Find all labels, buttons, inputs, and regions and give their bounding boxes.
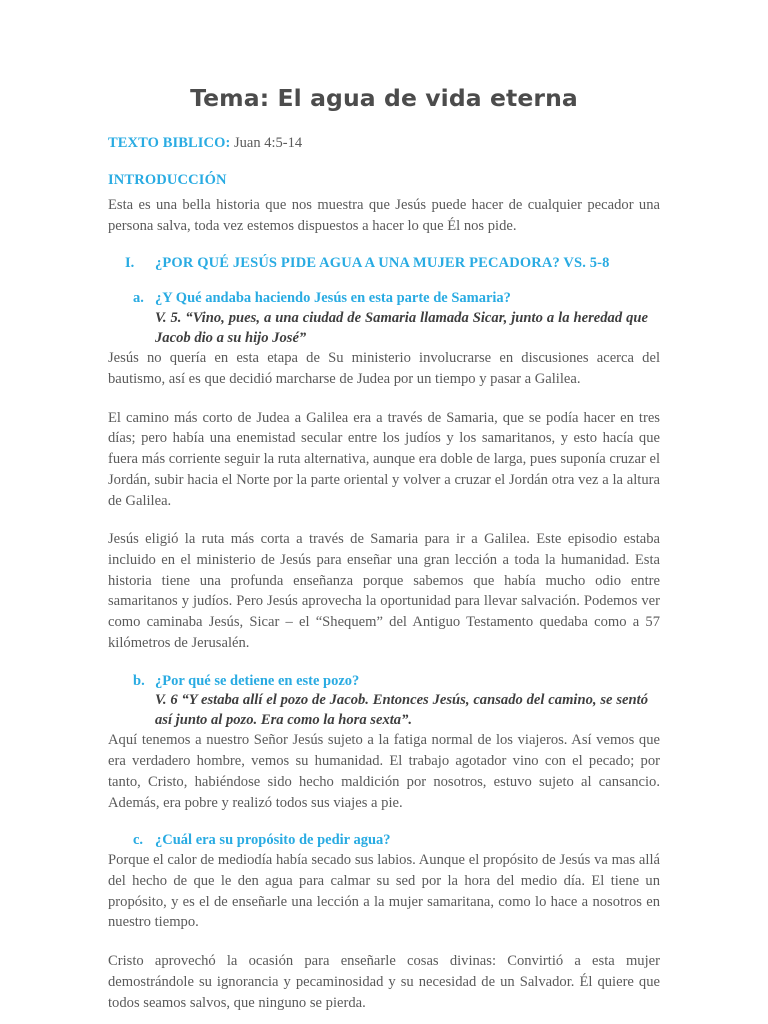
subsection-c-paragraph-1: Porque el calor de mediodía había secado sus labios. Aunque el propósito de Jesús va mas allá del hecho de que le den agua para calmar su sed por la hora del medio día. El tiene un propósito, y es el de enseñarle una lección a la mujer samaritana, como lo hace a nosotros en nuestro tiempo. xyxy=(108,852,660,931)
subsection-c-paragraph-2: Cristo aprovechó la ocasión para enseñarle cosas divinas: Convirtió a esta mujer demostrándole su ignorancia y pecaminosidad y su necesidad de un Salvador. Él quiere que todos seamos salvos, que ninguno se pierda. xyxy=(108,953,660,1011)
section-one-marker: I. xyxy=(125,255,135,272)
subsection-c-marker: c. xyxy=(133,832,144,849)
subsection-b-marker: b. xyxy=(133,672,145,689)
subsection-c-question: ¿Cuál era su propósito de pedir agua? xyxy=(155,832,391,849)
subsection-c xyxy=(108,831,660,850)
subsection-b xyxy=(108,672,660,731)
subsection-a-marker: a. xyxy=(133,290,144,307)
subsection-a-scripture: V. 5. “Vino, pues, a una ciudad de Samaria llamada Sicar, junto a la heredad que Jacob dio a su hijo José” xyxy=(155,310,648,346)
subsection-b-question: ¿Por qué se detiene en este pozo? xyxy=(155,672,360,689)
subsection-a-question: ¿Y Qué andaba haciendo Jesús en esta parte de Samaria? xyxy=(155,290,511,307)
subsection-c-content xyxy=(155,831,660,850)
section-one-heading-row xyxy=(108,254,660,273)
subsection-b-paragraph-1: Aquí tenemos a nuestro Señor Jesús sujeto a la fatiga normal de los viajeros. Así vemos que era verdadero hombre, vemos su humanidad. El trabajo agotador vino con el pecado; por tanto, Cristo, habiéndose sido hecho maldición por nosotros, estuvo sujeto al cansancio. Además, era pobre y realizó todos sus viajes a pie. xyxy=(108,732,660,811)
subsection-b-content xyxy=(155,672,660,731)
scripture-reference-line xyxy=(108,134,660,153)
page-title: Tema: El agua de vida eterna xyxy=(190,84,578,112)
scripture-reference-label: TEXTO BIBLICO: xyxy=(108,135,231,152)
introduction-paragraph: Esta es una bella historia que nos muestra que Jesús puede hacer de cualquier pecador una persona salva, toda vez estemos dispuestos a hacer lo que Él nos pide. xyxy=(108,196,660,234)
introduction-heading: INTRODUCCIÓN xyxy=(108,172,227,189)
subsection-a-paragraph-2: El camino más corto de Judea a Galilea era a través de Samaria, que se podía hacer en tres días; pero había una enemistad secular entre los judíos y los samaritanos, y esto hacía que fuera más corriente seguir la ruta alternativa, aunque era doble de larga, pues suponía cruzar el Jordán, subir hacia el Norte por la parte oriental y volver a cruzar el Jordán otra vez a la altura de Galilea. xyxy=(108,409,661,509)
scripture-reference-value: Juan 4:5-14 xyxy=(230,135,303,152)
subsection-a-content xyxy=(155,289,660,348)
subsection-a-paragraph-1: Jesús no quería en esta etapa de Su ministerio involucrarse en discusiones acerca del bautismo, así es que decidió marcharse de Judea por un tiempo y pasar a Galilea. xyxy=(108,350,660,387)
subsection-b-scripture: V. 6 “Y estaba allí el pozo de Jacob. Entonces Jesús, cansado del camino, se sentó así junto al pozo. Era como la hora sexta”. xyxy=(155,692,648,728)
section-one-heading: ¿POR QUÉ JESÚS PIDE AGUA A UNA MUJER PECADORA? VS. 5-8 xyxy=(155,255,610,272)
subsection-a xyxy=(108,289,660,348)
subsection-a-paragraph-3: Jesús eligió la ruta más corta a través de Samaria para ir a Galilea. Este episodio estaba incluido en el ministerio de Jesús para enseñar una gran lección a toda la humanidad. Esta historia tiene una profunda enseñanza porque sabemos que había mucho odio entre samaritanos y judíos. Pero Jesús aprovecha la oportunidad para llevar salvación. Podemos ver como caminaba Jesús, Sicar – el “Shequem” del Antiguo Testamento quedaba como a 57 kilómetros de Jerusalén. xyxy=(108,531,660,651)
